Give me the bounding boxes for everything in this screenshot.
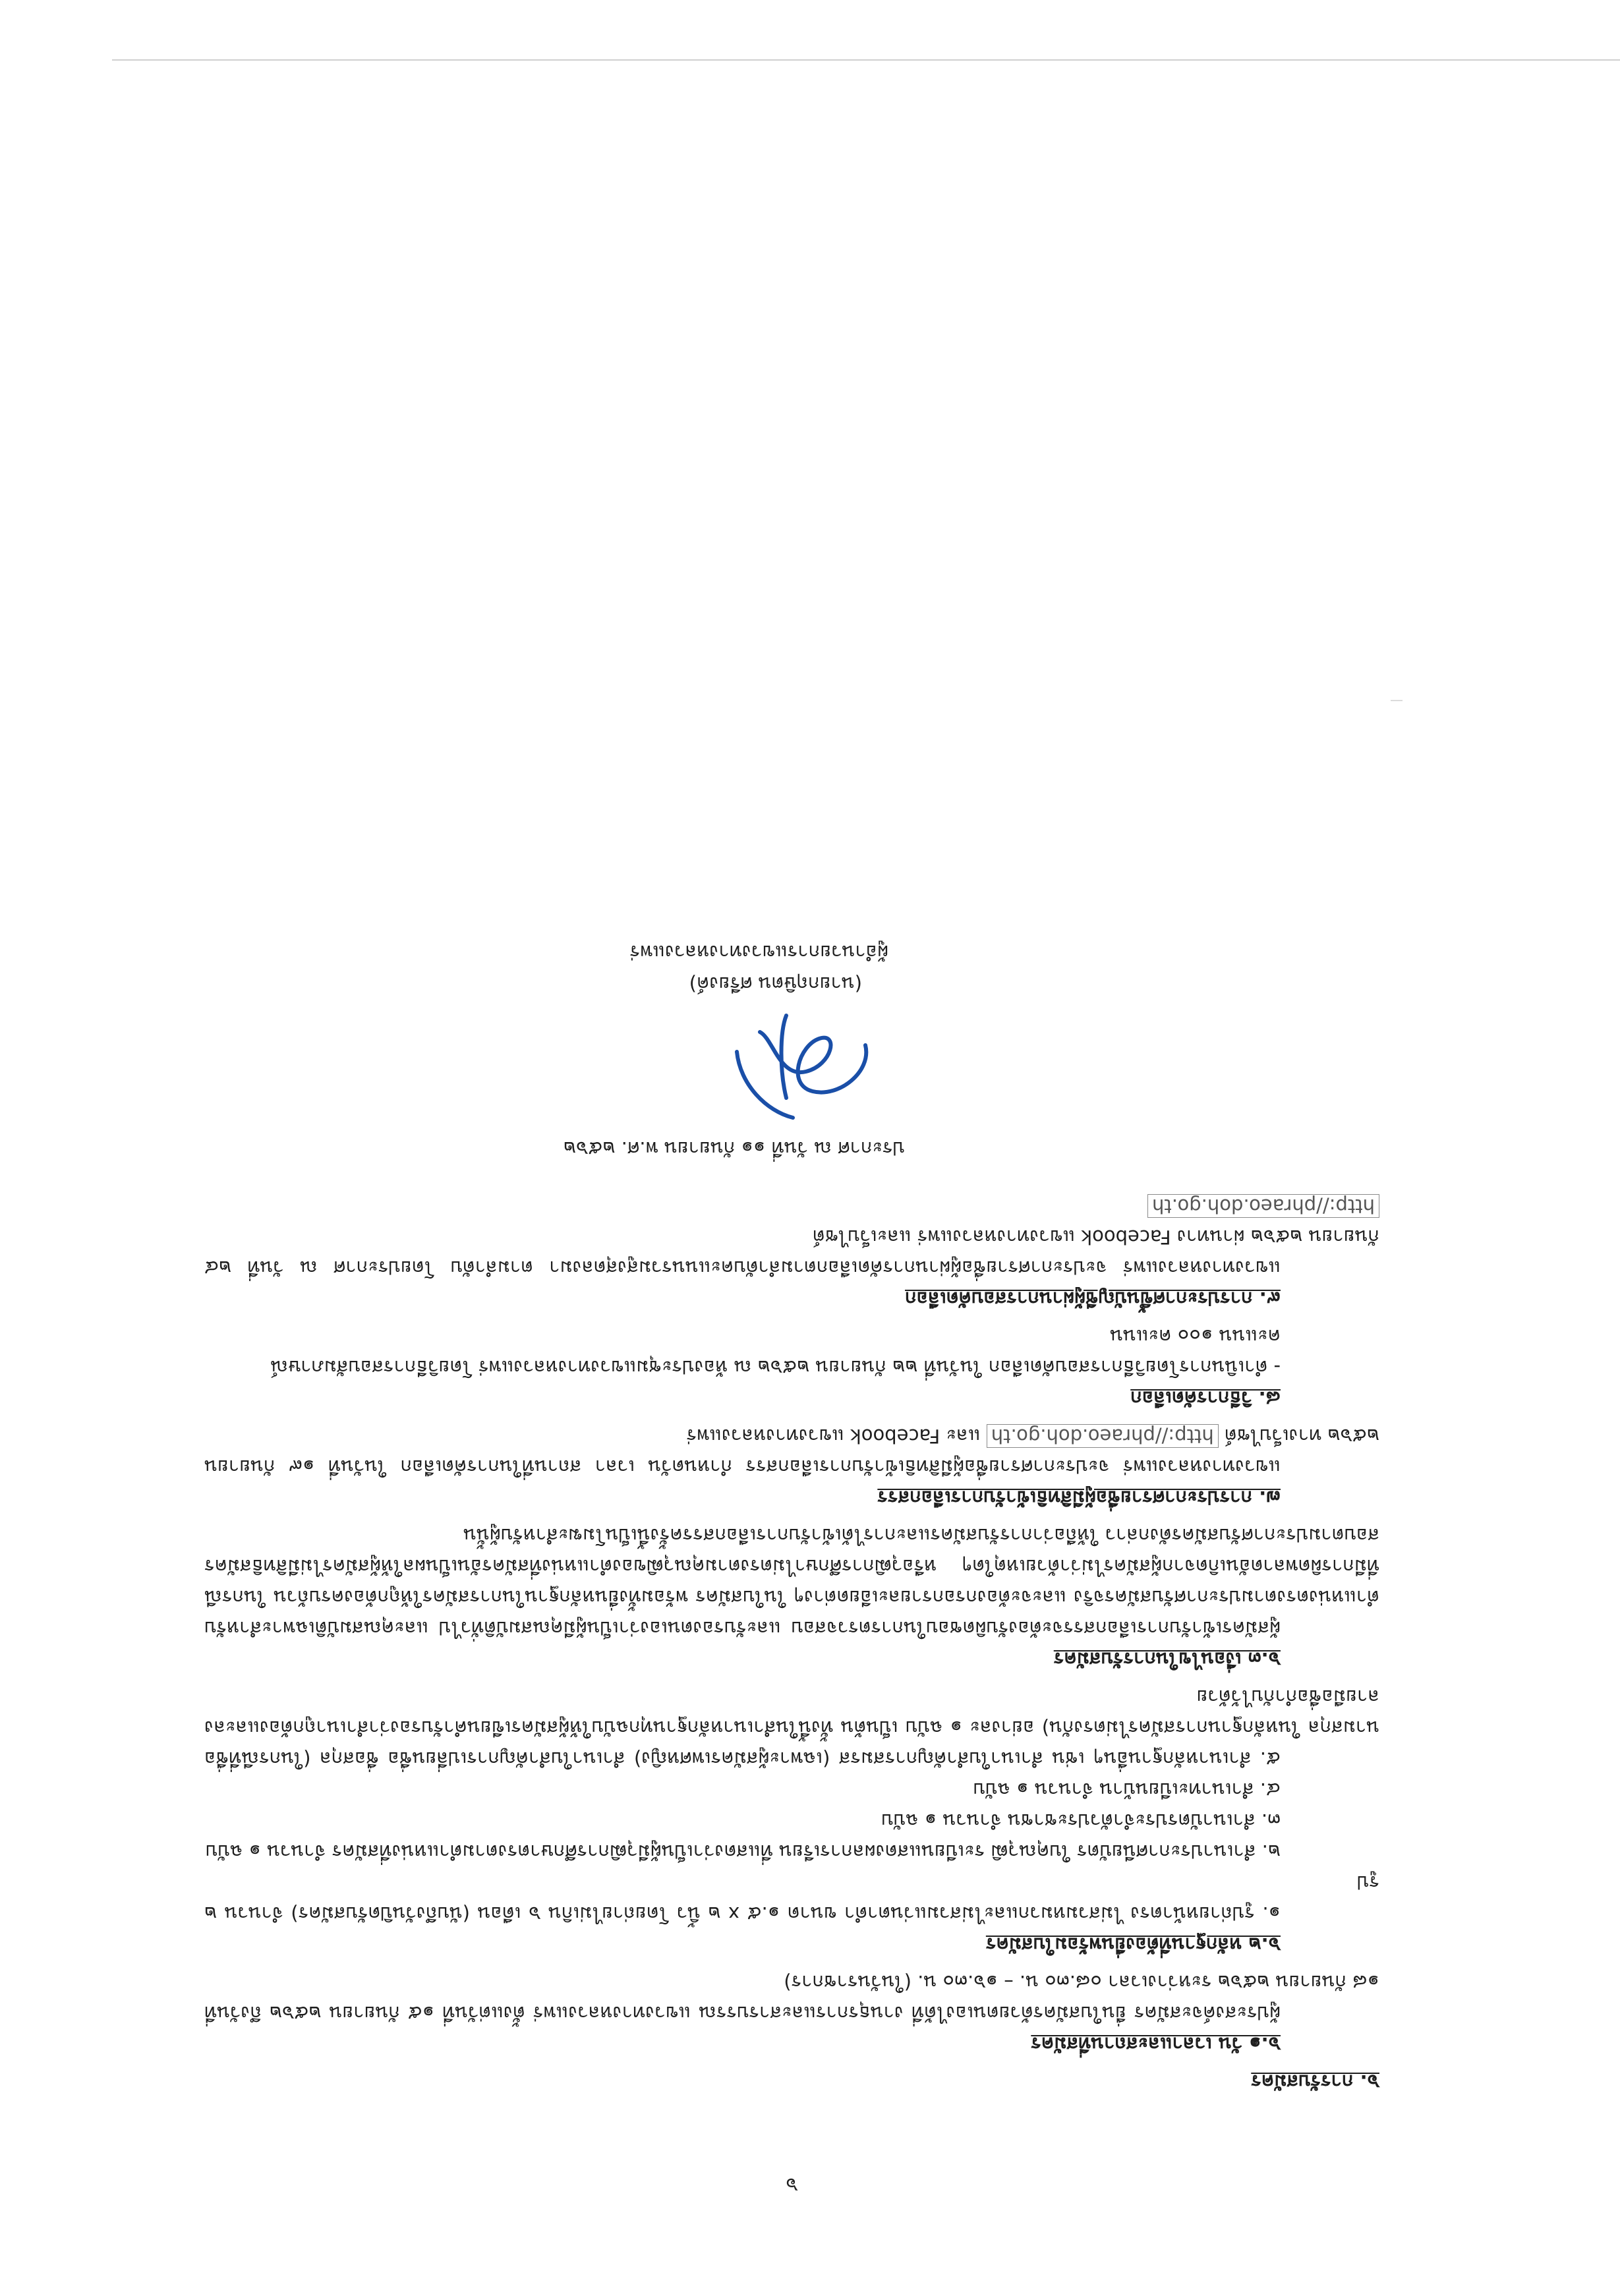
section-9-link[interactable]: http://phraeo.doh.go.th — [1147, 1194, 1379, 1218]
signature-image — [727, 1012, 879, 1137]
section-7-text — [204, 1420, 1379, 1482]
announcement-date: ประกาศ ณ วันที่ ๑๑ กันยายน พ.ศ. ๒๕๖๒ — [563, 1137, 905, 1160]
section-6-heading: ๖. การรับสมัคร — [1251, 2071, 1379, 2093]
page-content — [204, 703, 1379, 2200]
section-9-link-line — [204, 1190, 1379, 1221]
section-7-text-before: แขวงทางหลวงแพร่ จะประกาศรายชื่อผู้มีสิทธิเข้ารับการเลือกสรร กำหนดวัน เวลา สถานที่ในการคัดเลือก ในวันที่ ๑๙ กันยายน ๒๕๖๒ ทางเว็บไซต์ — [204, 1425, 1379, 1478]
document-item-5: ๕. สำเนาหลักฐานอื่นๆ เช่น สำเนาใบสำคัญการสมรส (เฉพาะผู้สมัครเพศหญิง) สำเนาใบสำคัญการเปลี่ยนชื่อ ชื่อสกุล (ในกรณีที่ชื่อ นามสกุล ในหลักฐานการสมัครไม่ตรงกัน) อย่างละ ๑ ฉบับ เป็นต้น ทั้งนี้ในสำเนาหลักฐานทุกฉบับให้ผู้สมัครเขียนคำรับรองว่าสำเนาถูกต้องและลงลายมือชื่อกำกับไว้ด้วย — [204, 1686, 1379, 1770]
section-9-heading: ๙. การประกาศขึ้นบัญชีผู้ผ่านการสอบคัดเลือก — [905, 1288, 1281, 1310]
section-6-3-text: ผู้สมัครเข้ารับการเลือกสรรจะต้องรับผิดชอบในการตรวจสอบ และรับรองตนเองว่าเป็นผู้มีคุณสมบัติทั่วไป และคุณสมบัติเฉพาะสำหรับตำแหน่งตรงตามประกาศรับสมัครจริง และจะต้องกรอกรายละเอียดต่างๆ ในใบสมัคร พร้อมทั้งยื่นหลักฐานในการสมัครให้ถูกต้องครบถ้วน ในกรณีที่มีการผิดพลาดอันเกิดจากผู้สมัครไม่ว่าด้วยเหตุใดๆ หรือวุฒิการศึกษาไม่ตรงตามคุณวุฒิของตำแหน่งที่สมัครอันเป็นผลให้ผู้สมัครไม่มีสิทธิสมัครสอบตามประกาศรับสมัครดังกล่าว ให้ถือว่าการรับสมัครและการได้เข้ารับการเลือกสรรครั้งนี้เป็นโมฆะสำหรับผู้นั้น — [204, 1524, 1379, 1640]
section-6-1-heading: ๖.๑ วัน เวลาและสถานที่สมัคร — [1031, 2033, 1281, 2055]
section-7-link[interactable]: http://phraeo.doh.go.th — [987, 1424, 1219, 1448]
document-item-3: ๓. สำเนาบัตรประจำตัวประชาชน จำนวน ๑ ฉบับ — [881, 1810, 1281, 1832]
signatory-name: (นายกฤษิตน ศรียงค์) — [689, 973, 862, 995]
section-7-text-after: และ Facebook แขวงทางหลวงแพร่ — [686, 1425, 987, 1447]
scan-edge-line — [112, 59, 1620, 61]
signatory-title: ผู้อำนวยการแขวงทางหลวงแพร่ — [629, 941, 888, 963]
section-9-text: แขวงทางหลวงแพร่ จะประกาศรายชื่อผู้ผ่านการคัดเลือกตามลำดับคะแนนรวมสูงสุดลงมา ตามลำดับ โดยประกาศ ณ วันที่ ๒๔ กันยายน ๒๕๖๒ ผ่านทาง Facebook แขวงทางหลวงแพร่ และเว็บไซต์ — [204, 1226, 1379, 1279]
document-item-4: ๔. สำเนาทะเบียนบ้าน จำนวน ๑ ฉบับ — [973, 1779, 1281, 1801]
scan-mark — [1391, 700, 1403, 701]
section-8-text: - ดำเนินการโดยวิธีการสอบคัดเลือก ในวันที่ ๒๒ กันยายน ๒๕๖๒ ณ ห้องประชุมแขวงทางหลวงแพร่ โดยวิธีการสอบสัมภาษณ์ คะแนน ๑๐๐ คะแนน — [270, 1325, 1281, 1379]
section-7-heading: ๗. การประกาศรายชื่อผู้มีสิทธิเข้ารับการเลือกสรร — [877, 1487, 1281, 1509]
document-item-2: ๒. สำเนาประกาศนียบัตร ใบคุณวุฒิ ระเบียนแสดงผลการเรียน ที่แสดงว่าเป็นผู้มีวุฒิการศึกษาตรงตามตำแหน่งที่สมัคร จำนวน ๑ ฉบับ — [205, 1841, 1281, 1863]
signature-block — [204, 703, 1379, 1164]
section-8-heading: ๘. วิธีการคัดเลือก — [1130, 1387, 1281, 1410]
section-6-1-text: ผู้ประสงค์จะสมัคร ยื่นใบสมัครด้วยตนเองได้ที่ งานธุรการและสารบรรณ แขวงทางหลวงแพร่ ตั้งแต่วันที่ ๑๕ กันยายน ๒๕๖๒ ถึงวันที่ ๑๘ กันยายน ๒๕๖๒ ระหว่างเวลา ๐๘.๓๐ น. – ๑๖.๓๐ น. (ในวันราชการ) — [204, 1971, 1379, 2024]
document-item-1: ๑. รูปถ่ายหน้าตรง ไม่สวมหมวกและไม่สวมแว่นตาดำ ขนาด ๑.๕ x ๒ นิ้ว โดยถ่ายไม่เกิน ๖ เดือน (นับถึงวันปิดรับสมัคร) จำนวน ๒ รูป — [204, 1872, 1379, 1925]
section-6-3-heading: ๖.๓ เงื่อนไขในการรับสมัคร — [1053, 1648, 1281, 1671]
section-6-2-heading: ๖.๒ หลักฐานที่ต้องยื่นพร้อมใบสมัคร — [985, 1934, 1281, 1956]
page-number: ๖ — [786, 2174, 798, 2196]
